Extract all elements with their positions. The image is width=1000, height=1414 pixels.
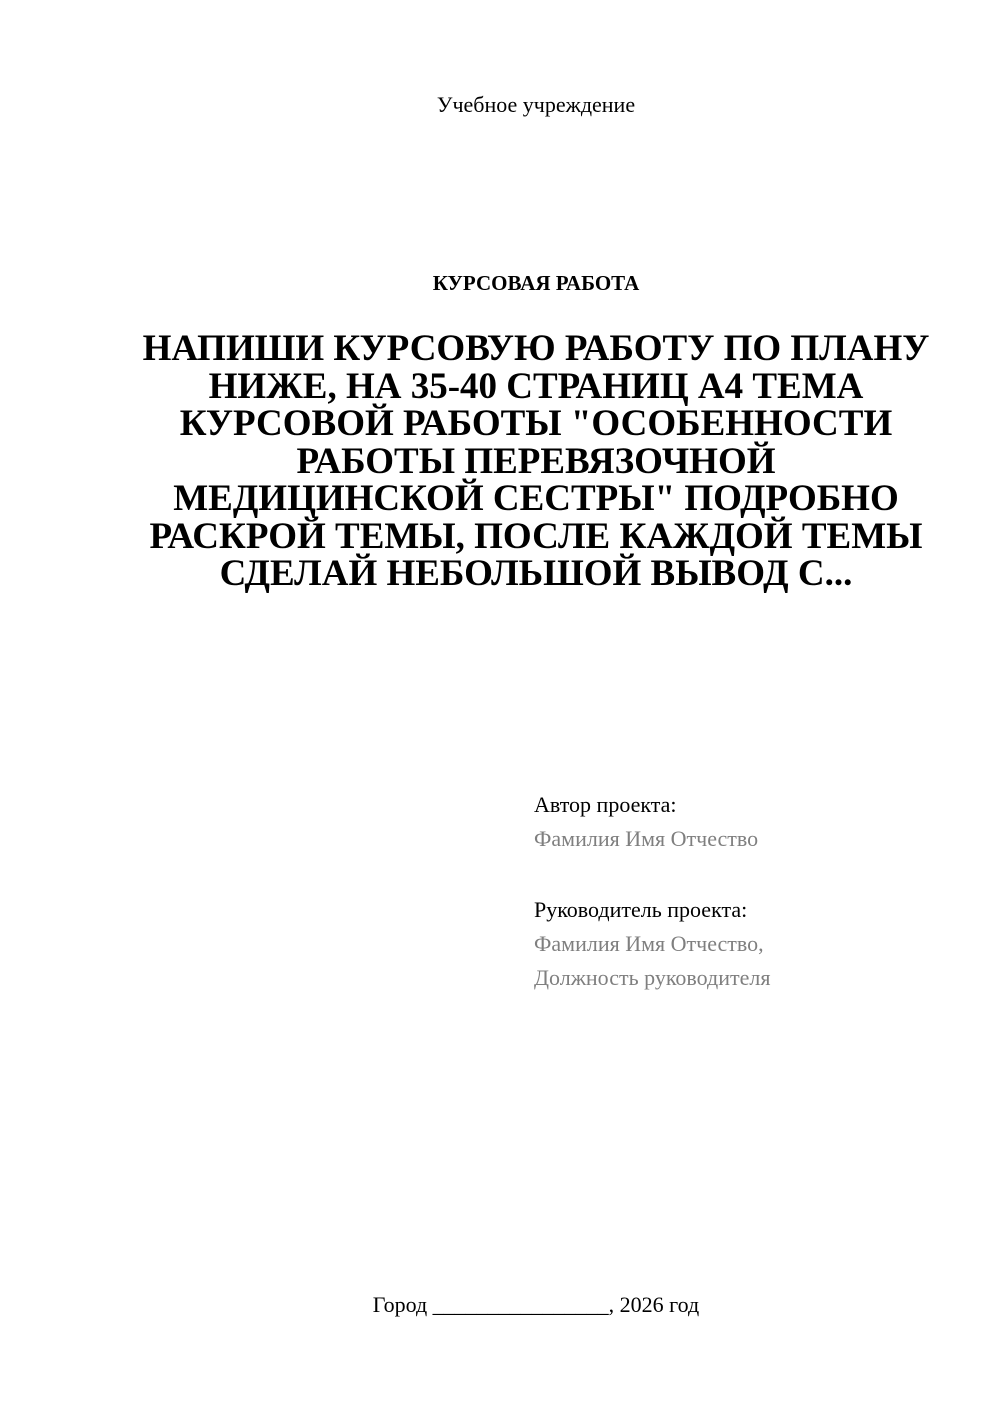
supervisor-label: Руководитель проекта: [534, 897, 748, 922]
city-year-line: Город ________________, 2026 год [372, 1292, 700, 1317]
author-name: Фамилия Имя Отчество [534, 826, 759, 851]
supervisor-position: Должность руководителя [534, 965, 771, 990]
author-block [534, 788, 974, 856]
supervisor-name: Фамилия Имя Отчество, [534, 931, 764, 956]
document-type: КУРСОВАЯ РАБОТА [432, 271, 640, 295]
institution-name: Учебное учреждение [436, 92, 636, 117]
author-label: Автор проекта: [534, 792, 677, 817]
document-title: НАПИШИ КУРСОВУЮ РАБОТУ ПО ПЛАНУ НИЖЕ, НА 35-40 СТРАНИЦ А4 ТЕМА КУРСОВОЙ РАБОТЫ "ОСОБЕННОСТИ РАБОТЫ ПЕРЕВЯЗОЧНОЙ МЕДИЦИНСКОЙ СЕСТРЫ" ПОДРОБНО РАСКРОЙ ТЕМЫ, ПОСЛЕ КАЖДОЙ ТЕМЫ СДЕЛАЙ НЕБОЛЬШОЙ ВЫВОД С... [142, 328, 930, 594]
supervisor-block [534, 893, 974, 995]
